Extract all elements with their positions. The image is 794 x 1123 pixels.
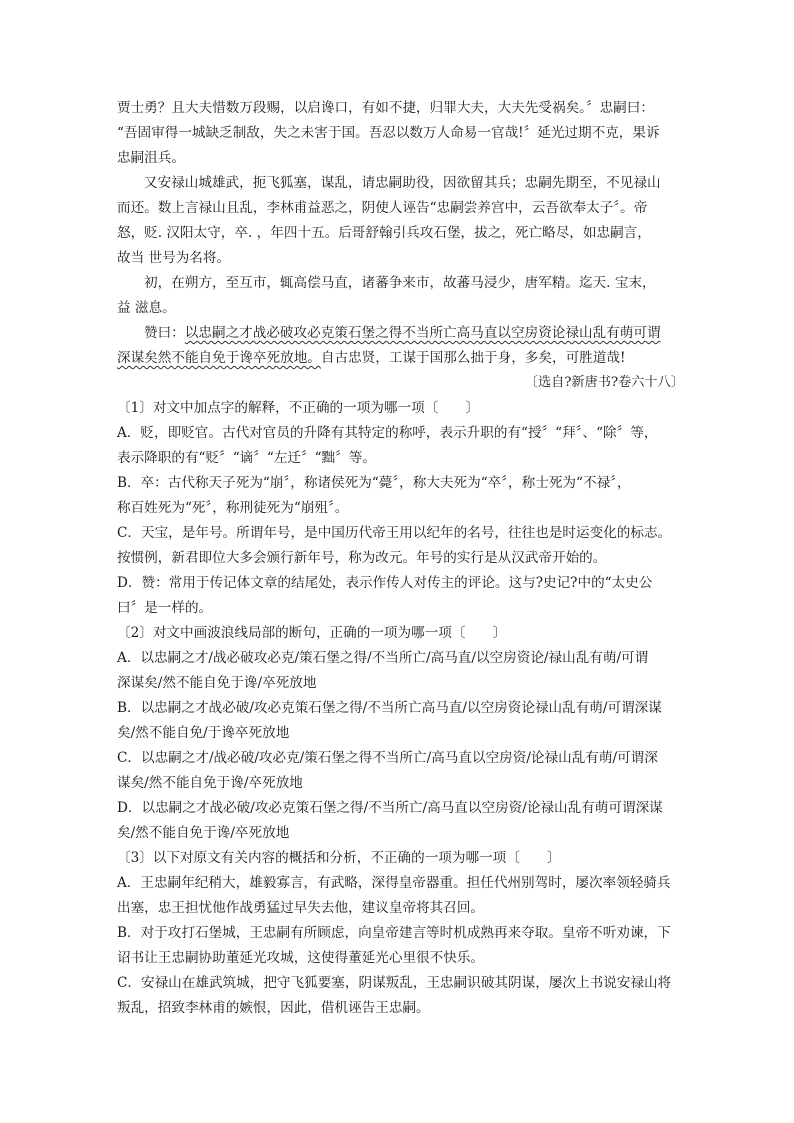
q1-option-d: 曰〞是一样的。 [117, 600, 213, 616]
q1-option-d: D．赞：常用于传记体文章的结尾处，表示作传人对传主的评论。这与?史记?中的“太史公 [117, 575, 653, 591]
q1-stem: 〔1〕对文中加点字的解释，不正确的一项为哪一项〔 〕 [117, 400, 480, 416]
q2-option-a: 深谋矣/然不能自免于谗/卒死放地 [117, 675, 317, 691]
passage-line: 怒，贬. 汉阳太守，卒. ，年四十五。后哥舒翰引兵攻石堡，拔之，死亡略尽，如忠嗣言， [117, 225, 651, 241]
q3-option-b: 诏书让王忠嗣协助董延光攻城，这使得董延光心里很不快乐。 [117, 950, 485, 966]
q1-option-c: C．天宝，是年号。所谓年号，是中国历代帝王用以纪年的名号，往往也是时运变化的标志。 [117, 525, 672, 541]
q1-option-c: 按惯例，新君即位大多会颁行新年号，称为改元。年号的实行是从汉武帝开始的。 [117, 550, 607, 566]
q3-option-c: C．安禄山在雄武筑城，把守飞狐要塞，阴谋叛乱，王忠嗣识破其阴谋，屡次上书说安禄山将 [117, 975, 672, 991]
zan-rest: 自古忠贤，工谋于国那么拙于身，多矣，可胜道哉! [320, 350, 626, 366]
zan-line [117, 347, 625, 369]
q3-option-a: 出塞，忠王担忧他作战勇猛过早失去他，建议皇帝将其召回。 [117, 900, 485, 916]
q2-option-a: A．以忠嗣之才/战必破攻必克/策石堡之得/不当所亡/高马直/以空房资论/禄山乱有萌/可谓 [117, 650, 649, 666]
zan-wavy-text: 深谋矣然不能自免于谗卒死放地。 [117, 350, 321, 366]
q2-option-c: 谋矣/然不能自免于谗/卒死放地 [117, 775, 303, 791]
q2-option-b: B．以忠嗣之才战必破/攻必克策石堡之得/不当所亡高马直/以空房资论禄山乱有萌/可谓深谋 [117, 700, 662, 716]
zan-prefix: 赞曰： [144, 325, 185, 341]
zan-wavy-text: 以忠嗣之才战必破攻必克策石堡之得不当所亡高马直以空房资论禄山乱有萌可谓 [184, 325, 661, 341]
q3-option-a: A．王忠嗣年纪稍大，雄毅寡言，有武略，深得皇帝器重。担任代州别驾时，屡次率领轻骑兵 [117, 875, 671, 891]
q1-option-b: 称百姓死为“死〞，称刑徒死为“崩殂〞。 [117, 500, 349, 516]
passage-line: “吾固审得一城缺乏制敌，失之未害于国。吾忍以数万人命易一官哉!〞延光过期不克，果诉 [117, 125, 660, 141]
q2-option-c: C．以忠嗣之才/战必破/攻必克/策石堡之得不当所亡/高马直以空房资/论禄山乱有萌/可谓深 [117, 750, 658, 766]
q1-option-b: B．卒：古代称天子死为“崩〞，称诸侯死为“薨〞，称大夫死为“卒〞，称士死为“不禄〞， [117, 475, 631, 491]
q1-option-a: A．贬，即贬官。古代对官员的升降有其特定的称呼，表示升职的有“授〞“拜〞、“除〞等， [117, 425, 658, 441]
q3-option-c: 叛乱，招致李林甫的嫉恨，因此，借机诬告王忠嗣。 [117, 1000, 430, 1016]
q2-option-d: D．以忠嗣之才战必破/攻必克策石堡之得/不当所亡/高马直以空房资/论禄山乱有萌可谓深谋 [117, 800, 663, 816]
passage-line: 益 滋息。 [117, 300, 176, 316]
passage-line: 故当 世号为名将。 [117, 250, 231, 266]
source-citation: 〔选自?新唐书?卷六十八〕 [524, 375, 684, 390]
q2-option-b: 矣/然不能自免/于谗卒死放地 [117, 725, 290, 741]
q1-option-a: 表示降职的有“贬〞“谪〞“左迁〞“黜〞等。 [117, 450, 376, 466]
passage-line: 而还。数上言禄山且乱，李林甫益恶之，阴使人诬告“忠嗣尝养宫中，云吾欲奉太子〞。帝 [117, 200, 648, 216]
zan-line [144, 322, 661, 344]
passage-line: 贾士勇？且大夫惜数万段赐，以启谗口，有如不捷，归罪大夫，大夫先受祸矣。〞忠嗣曰： [117, 100, 654, 116]
q2-stem: 〔2〕对文中画波浪线局部的断句，正确的一项为哪一项〔 〕 [117, 625, 507, 641]
passage-line: 初，在朔方，至互市，辄高偿马直，诸蕃争来市，故蕃马浸少，唐军精。迄天. 宝末， [144, 275, 656, 291]
passage-line: 又安禄山城雄武，扼飞狐塞，谋乱，请忠嗣助役，因欲留其兵；忠嗣先期至，不见禄山 [144, 175, 661, 191]
q3-stem: 〔3〕以下对原文有关内容的概括和分析，不正确的一项为哪一项〔 〕 [117, 850, 561, 866]
q3-option-b: B．对于攻打石堡城，王忠嗣有所顾虑，向皇帝建言等时机成熟再来夺取。皇帝不听劝谏，下 [117, 925, 671, 941]
passage-line: 忠嗣沮兵。 [117, 150, 185, 166]
q2-option-d: 矣/然不能自免于谗/卒死放地 [117, 825, 290, 841]
